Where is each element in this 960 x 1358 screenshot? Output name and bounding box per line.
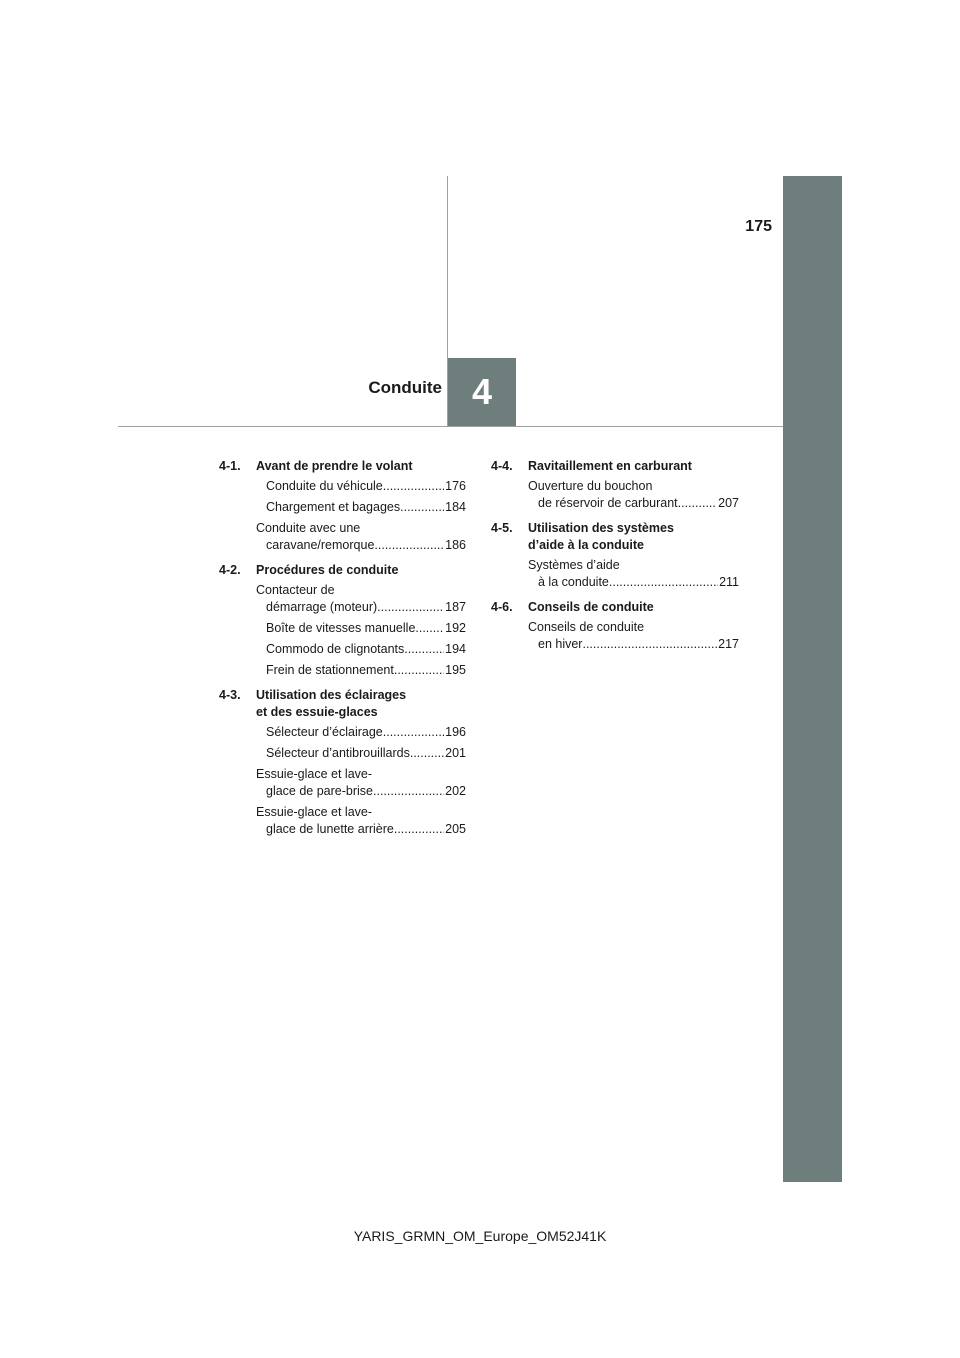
section-title-line: Conseils de conduite — [528, 600, 654, 614]
section-heading[interactable] — [219, 458, 466, 475]
entry-row — [266, 724, 466, 741]
section-title-line: Utilisation des systèmes — [528, 521, 674, 535]
entry-line: démarrage (moteur) — [266, 600, 378, 614]
toc-section — [219, 458, 466, 554]
section-title — [528, 599, 739, 616]
entry-line: Conduite du véhicule — [266, 479, 383, 493]
entry-row — [266, 641, 466, 658]
toc-section — [491, 458, 739, 512]
section-number: 4-2. — [219, 563, 241, 577]
section-heading[interactable] — [491, 458, 739, 475]
toc-column-right — [491, 458, 739, 661]
toc-entry[interactable] — [256, 620, 466, 637]
entry-row — [266, 620, 466, 637]
entry-row — [538, 574, 739, 591]
entry-page-number: 176 — [445, 479, 466, 493]
toc-entry[interactable] — [256, 766, 466, 800]
leader-dots — [394, 662, 444, 679]
entry-row — [266, 599, 466, 616]
entry-line: à la conduite — [538, 575, 609, 589]
section-title-line: Utilisation des éclairages — [256, 688, 407, 702]
entry-page-number: 192 — [445, 621, 466, 635]
entry-page-number: 205 — [445, 822, 466, 836]
chapter-title: Conduite — [368, 378, 442, 397]
entry-page-number: 194 — [445, 642, 466, 656]
section-title — [256, 562, 466, 579]
toc-entry[interactable] — [256, 662, 466, 679]
toc-entry[interactable] — [528, 619, 739, 653]
entry-line: Sélecteur d’antibrouillards — [266, 746, 410, 760]
entry-page-number: 202 — [445, 784, 466, 798]
entry-line: Conseils de conduite — [528, 620, 645, 634]
toc-entry[interactable] — [256, 499, 466, 516]
section-number: 4-6. — [491, 600, 513, 614]
entry-line: Chargement et bagages — [266, 500, 401, 514]
entry-line: en hiver — [538, 637, 583, 651]
entry-line: glace de lunette arrière — [266, 822, 394, 836]
entry-page-number: 186 — [445, 538, 466, 552]
entry-page-number: 217 — [718, 637, 739, 651]
toc-entry[interactable] — [256, 520, 466, 554]
toc-entry[interactable] — [256, 724, 466, 741]
section-number: 4-5. — [491, 521, 513, 535]
entry-line: Systèmes d’aide — [528, 558, 620, 572]
entry-line: Conduite avec une — [256, 521, 361, 535]
section-title — [256, 687, 466, 721]
entry-line: Essuie-glace et lave- — [256, 767, 373, 781]
chapter-side-tab — [783, 176, 842, 1182]
leader-dots — [609, 574, 718, 591]
entry-row — [266, 745, 466, 762]
entry-page-number: 207 — [718, 496, 739, 510]
section-heading[interactable] — [219, 562, 466, 579]
entry-page-number: 195 — [445, 663, 466, 677]
entry-line: de réservoir de carburant — [538, 496, 678, 510]
entry-line: glace de pare-brise — [266, 784, 374, 798]
leader-dots — [373, 783, 444, 800]
leader-dots — [374, 537, 444, 554]
entry-line: Sélecteur d’éclairage — [266, 725, 383, 739]
leader-dots — [678, 495, 717, 512]
section-title — [528, 458, 739, 475]
toc-entry[interactable] — [256, 745, 466, 762]
toc-section — [219, 562, 466, 679]
toc-entry[interactable] — [528, 557, 739, 591]
entry-row — [266, 783, 466, 800]
entry-row — [266, 821, 466, 838]
toc-entry[interactable] — [256, 804, 466, 838]
section-title-line: et des essuie-glaces — [256, 705, 378, 719]
section-heading[interactable] — [491, 599, 739, 616]
entry-line: Commodo de clignotants — [266, 642, 405, 656]
chapter-number: 4 — [471, 371, 493, 412]
toc-column-left — [219, 458, 466, 846]
toc-entry[interactable] — [256, 478, 466, 495]
leader-dots — [383, 724, 444, 741]
section-number: 4-1. — [219, 459, 241, 473]
toc-entry[interactable] — [256, 582, 466, 616]
toc-section — [219, 687, 466, 838]
entry-row — [266, 478, 466, 495]
entry-page-number: 187 — [445, 600, 466, 614]
entry-row — [538, 495, 739, 512]
section-number: 4-3. — [219, 688, 241, 702]
entry-page-number: 211 — [719, 575, 739, 589]
leader-dots — [400, 499, 444, 516]
section-title-line: Procédures de conduite — [256, 563, 399, 577]
toc-section — [491, 599, 739, 653]
leader-dots — [415, 620, 444, 637]
entry-line: Frein de stationnement — [266, 663, 394, 677]
section-number: 4-4. — [491, 459, 513, 473]
entry-row — [266, 499, 466, 516]
leader-dots — [410, 745, 444, 762]
page-number: 175 — [745, 218, 772, 235]
leader-dots — [377, 599, 444, 616]
leader-dots — [404, 641, 444, 658]
leader-dots — [582, 636, 717, 653]
entry-line: Boîte de vitesses manuelle — [266, 621, 416, 635]
toc-entry[interactable] — [256, 641, 466, 658]
section-title-line: Ravitaillement en carburant — [528, 459, 692, 473]
entry-line: Contacteur de — [256, 583, 335, 597]
entry-page-number: 201 — [445, 746, 466, 760]
section-heading[interactable] — [491, 520, 739, 554]
section-title-line: d’aide à la conduite — [528, 538, 644, 552]
section-title — [528, 520, 739, 554]
section-heading[interactable] — [219, 687, 466, 721]
entry-row — [538, 636, 739, 653]
toc-section — [491, 520, 739, 591]
entry-line: Essuie-glace et lave- — [256, 805, 373, 819]
entry-page-number: 184 — [445, 500, 466, 514]
section-title-line: Avant de prendre le volant — [256, 459, 413, 473]
chapter-number-box — [448, 358, 516, 426]
leader-dots — [383, 478, 444, 495]
entry-row — [266, 537, 466, 554]
section-title — [256, 458, 466, 475]
toc-entry[interactable] — [528, 478, 739, 512]
entry-line: caravane/remorque — [266, 538, 375, 552]
entry-line: Ouverture du bouchon — [528, 479, 653, 493]
entry-page-number: 196 — [445, 725, 466, 739]
entry-row — [266, 662, 466, 679]
header-horizontal-rule — [118, 426, 783, 427]
document-footer: YARIS_GRMN_OM_Europe_OM52J41K — [353, 1228, 607, 1244]
leader-dots — [394, 821, 444, 838]
